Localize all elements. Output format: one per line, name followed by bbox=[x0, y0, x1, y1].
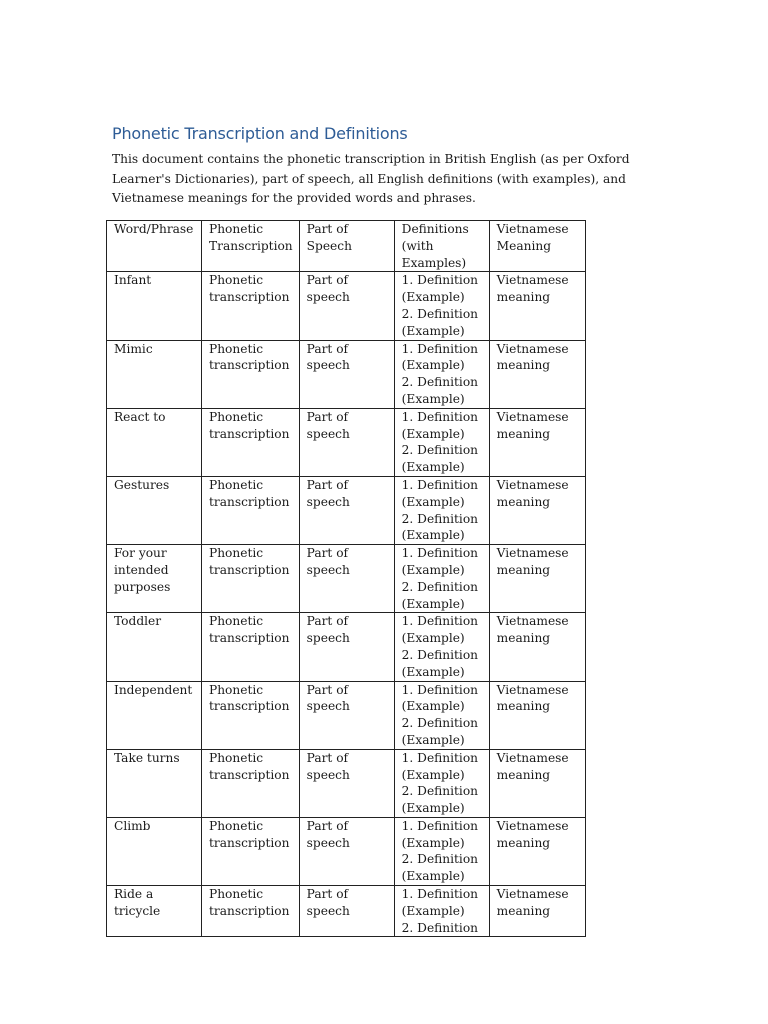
phonetic-cell bbox=[202, 613, 300, 681]
definitions-cell bbox=[394, 749, 489, 817]
phonetic-text: Phonetic transcription bbox=[209, 818, 290, 850]
header-definitions-cell bbox=[394, 221, 489, 272]
phonetic-text: Phonetic transcription bbox=[209, 546, 290, 577]
definitions-text: 1. Definition (Example) 2. Definition (Example) bbox=[401, 546, 479, 611]
vietnamese-text: Vietnamese meaning bbox=[496, 887, 569, 918]
word-cell bbox=[107, 545, 202, 613]
word-text: Mimic bbox=[114, 341, 153, 356]
phonetic-cell bbox=[202, 749, 300, 817]
pos-text: Part of speech bbox=[306, 750, 350, 782]
word-text: Independent bbox=[114, 682, 193, 697]
header-vietnamese-cell bbox=[489, 221, 585, 272]
pos-cell bbox=[299, 476, 394, 544]
table-row bbox=[107, 886, 586, 937]
word-text: Toddler bbox=[114, 614, 162, 629]
table-row bbox=[107, 749, 586, 817]
header-word-label: Word/Phrase bbox=[114, 222, 194, 236]
vietnamese-text: Vietnamese meaning bbox=[496, 750, 569, 782]
definitions-text: 1. Definition (Example) 2. Definition bbox=[401, 887, 479, 935]
pos-cell bbox=[299, 749, 394, 817]
pos-cell bbox=[299, 817, 394, 885]
header-vietnamese-label: Vietnamese Meaning bbox=[496, 222, 569, 253]
word-cell bbox=[107, 340, 202, 408]
vietnamese-text: Vietnamese meaning bbox=[496, 409, 569, 441]
header-pos-cell bbox=[299, 221, 394, 272]
definitions-cell bbox=[394, 545, 489, 613]
header-phonetic-cell bbox=[202, 221, 300, 272]
definitions-cell bbox=[394, 408, 489, 476]
pos-cell bbox=[299, 613, 394, 681]
phonetic-text: Phonetic transcription bbox=[209, 477, 290, 509]
vietnamese-cell bbox=[489, 817, 585, 885]
pos-text: Part of speech bbox=[306, 273, 350, 305]
pos-text: Part of speech bbox=[306, 341, 350, 373]
phonetic-text: Phonetic transcription bbox=[209, 614, 290, 646]
word-cell bbox=[107, 476, 202, 544]
phonetic-text: Phonetic transcription bbox=[209, 273, 290, 305]
phonetic-table bbox=[106, 220, 586, 937]
pos-cell bbox=[299, 272, 394, 340]
vietnamese-text: Vietnamese meaning bbox=[496, 614, 569, 646]
pos-text: Part of speech bbox=[306, 887, 350, 918]
definitions-cell bbox=[394, 817, 489, 885]
header-definitions-label: Definitions (with Examples) bbox=[401, 222, 469, 270]
definitions-cell bbox=[394, 886, 489, 937]
word-text: Gestures bbox=[114, 477, 170, 492]
vietnamese-cell bbox=[489, 545, 585, 613]
pos-cell bbox=[299, 545, 394, 613]
definitions-cell bbox=[394, 476, 489, 544]
definitions-cell bbox=[394, 613, 489, 681]
word-text: Take turns bbox=[114, 750, 180, 765]
vietnamese-cell bbox=[489, 476, 585, 544]
phonetic-cell bbox=[202, 408, 300, 476]
word-cell bbox=[107, 817, 202, 885]
vietnamese-text: Vietnamese meaning bbox=[496, 477, 569, 509]
vietnamese-cell bbox=[489, 272, 585, 340]
pos-text: Part of speech bbox=[306, 682, 350, 714]
definitions-text: 1. Definition (Example) 2. Definition (Example) bbox=[401, 818, 479, 884]
word-cell bbox=[107, 613, 202, 681]
table-row bbox=[107, 408, 586, 476]
table-row bbox=[107, 476, 586, 544]
phonetic-text: Phonetic transcription bbox=[209, 750, 290, 782]
intro-paragraph: This document contains the phonetic transcription in British English (as per Oxford Learner's Dictionaries), part of speech, all English definitions (with examples), and Vietnamese meanings for the provided words and phrases. bbox=[112, 152, 630, 205]
vietnamese-cell bbox=[489, 613, 585, 681]
table-row bbox=[107, 681, 586, 749]
word-cell bbox=[107, 408, 202, 476]
vietnamese-text: Vietnamese meaning bbox=[496, 682, 569, 714]
vietnamese-text: Vietnamese meaning bbox=[496, 818, 569, 850]
pos-cell bbox=[299, 681, 394, 749]
word-cell bbox=[107, 886, 202, 937]
phonetic-cell bbox=[202, 681, 300, 749]
vietnamese-cell bbox=[489, 886, 585, 937]
phonetic-cell bbox=[202, 817, 300, 885]
pos-cell bbox=[299, 340, 394, 408]
table-row bbox=[107, 817, 586, 885]
definitions-text: 1. Definition (Example) 2. Definition (Example) bbox=[401, 341, 479, 406]
phonetic-cell bbox=[202, 545, 300, 613]
definitions-text: 1. Definition (Example) 2. Definition (Example) bbox=[401, 614, 479, 679]
definitions-cell bbox=[394, 340, 489, 408]
phonetic-text: Phonetic transcription bbox=[209, 682, 290, 714]
vietnamese-text: Vietnamese meaning bbox=[496, 273, 569, 305]
header-phonetic-label: Phonetic Transcription bbox=[209, 222, 293, 253]
definitions-text: 1. Definition (Example) 2. Definition (Example) bbox=[401, 750, 479, 816]
vietnamese-text: Vietnamese meaning bbox=[496, 546, 569, 577]
table-row bbox=[107, 545, 586, 613]
definitions-cell bbox=[394, 272, 489, 340]
word-text: React to bbox=[114, 409, 166, 424]
word-cell bbox=[107, 272, 202, 340]
definitions-text: 1. Definition (Example) 2. Definition (Example) bbox=[401, 273, 479, 338]
vietnamese-cell bbox=[489, 749, 585, 817]
word-text: Infant bbox=[114, 273, 152, 288]
pos-cell bbox=[299, 408, 394, 476]
phonetic-cell bbox=[202, 272, 300, 340]
table-row bbox=[107, 272, 586, 340]
definitions-cell bbox=[394, 681, 489, 749]
phonetic-cell bbox=[202, 886, 300, 937]
table-row bbox=[107, 340, 586, 408]
pos-text: Part of speech bbox=[306, 818, 350, 850]
table-row bbox=[107, 613, 586, 681]
vietnamese-text: Vietnamese meaning bbox=[496, 341, 569, 373]
word-cell bbox=[107, 681, 202, 749]
vietnamese-cell bbox=[489, 340, 585, 408]
phonetic-text: Phonetic transcription bbox=[209, 409, 290, 441]
header-pos-label: Part of Speech bbox=[306, 222, 352, 253]
pos-text: Part of speech bbox=[306, 546, 350, 577]
definitions-text: 1. Definition (Example) 2. Definition (Example) bbox=[401, 409, 479, 475]
word-text: For your intended purposes bbox=[114, 546, 171, 594]
pos-text: Part of speech bbox=[306, 614, 350, 646]
word-cell bbox=[107, 749, 202, 817]
header-word-cell bbox=[107, 221, 202, 272]
vietnamese-cell bbox=[489, 681, 585, 749]
pos-text: Part of speech bbox=[306, 477, 350, 509]
vietnamese-cell bbox=[489, 408, 585, 476]
definitions-text: 1. Definition (Example) 2. Definition (Example) bbox=[401, 682, 479, 747]
pos-cell bbox=[299, 886, 394, 937]
phonetic-text: Phonetic transcription bbox=[209, 887, 290, 918]
word-text: Ride a tricycle bbox=[114, 887, 161, 918]
pos-text: Part of speech bbox=[306, 409, 350, 441]
phonetic-cell bbox=[202, 340, 300, 408]
phonetic-text: Phonetic transcription bbox=[209, 341, 290, 373]
document-title: Phonetic Transcription and Definitions bbox=[112, 124, 408, 143]
word-text: Climb bbox=[114, 818, 151, 833]
definitions-text: 1. Definition (Example) 2. Definition (Example) bbox=[401, 477, 479, 543]
table-header-row bbox=[107, 221, 586, 272]
phonetic-cell bbox=[202, 476, 300, 544]
